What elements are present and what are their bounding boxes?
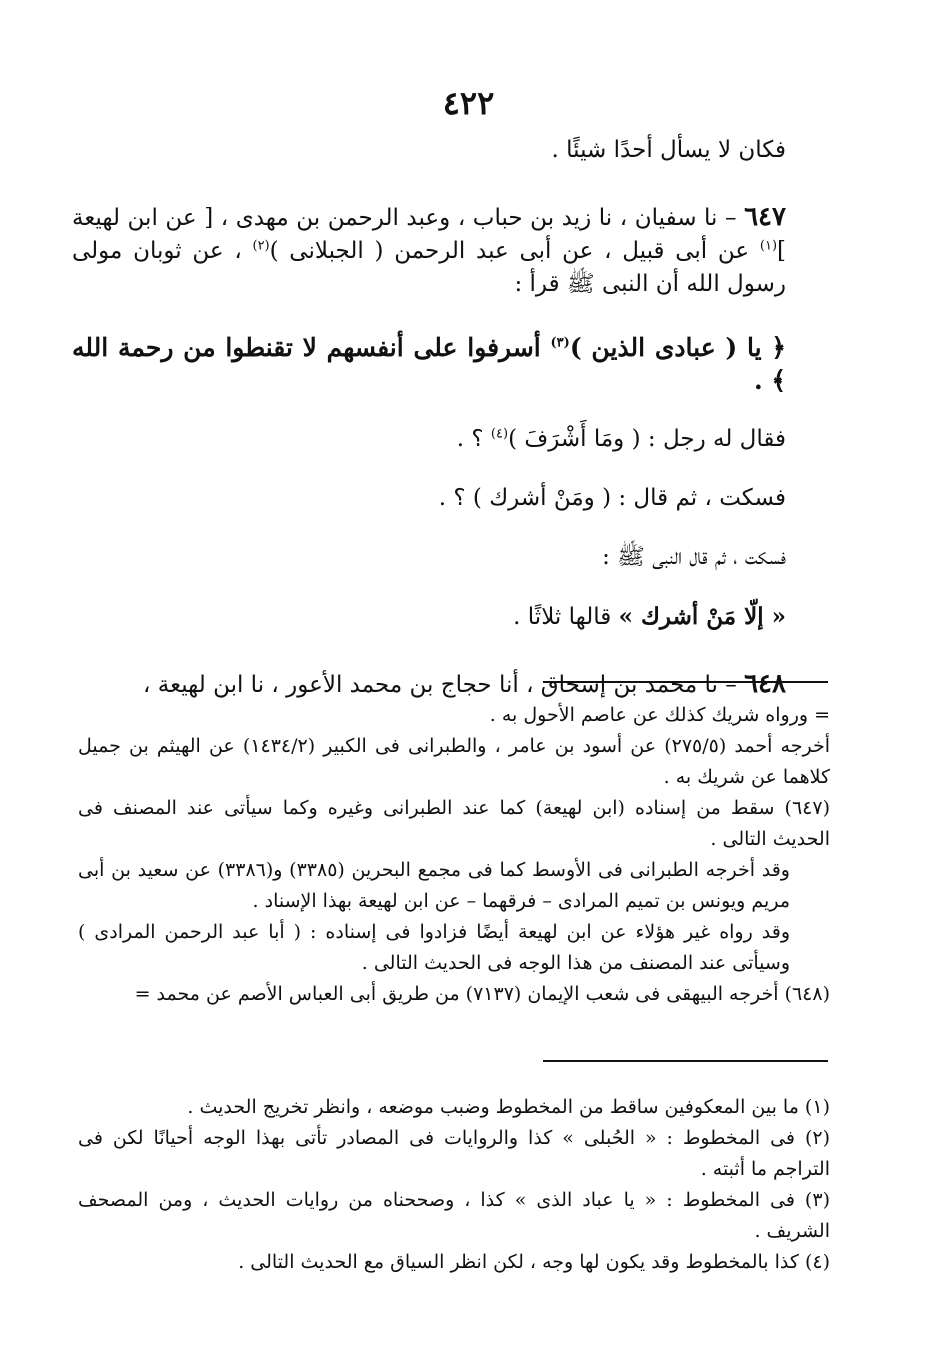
hadith-647: [72, 201, 830, 301]
note-4: وقد رواه غير هؤلاء عن ابن لهيعة أيضًا فزادوا فى إسناده : ( أبا عبد الرحمن المرادى ) وسيأتى عند المصنف من هذا الوجه فى الحديث التالى .: [78, 921, 790, 974]
footnote-ref-1: (١): [759, 238, 778, 254]
hadith-647-text-a: – نا سفيان ، نا زيد بن حباب ، وعبد الرحمن بن مهدى ، [ عن ابن لهيعة ]: [72, 205, 786, 264]
hadith-648: [72, 668, 830, 702]
verse-text-b: أسرفوا على أنفسهم لا تقنطوا من رحمة الله ﴾ .: [72, 333, 786, 395]
note-1: أخرجه أحمد (٢٧٥/٥) عن أسود بن عامر ، والطبرانى فى الكبير (١٤٣٤/٢) عن الهيثم بن جميل كلاهما عن شريك به .: [78, 735, 830, 788]
line4-rest: قالها ثلاثًا .: [513, 604, 619, 630]
footnotes: [78, 1092, 830, 1278]
line1-text-b: ؟ .: [456, 426, 491, 452]
dialogue-line-4: [72, 600, 830, 634]
footnote-ref-3: (٣): [550, 335, 570, 351]
footnote-ref-2: (٢): [252, 238, 270, 254]
main-text: [72, 130, 830, 702]
separator-rule-top: [543, 681, 828, 683]
footnote-2: (٢) فى المخطوط : « الحُبلى » كذا والروايات فى المصادر تأتى بهذا الوجه أحيانًا لكن فى التراجم ما أثبته .: [78, 1127, 830, 1180]
page-number: ٤٢٢: [442, 84, 495, 122]
footnote-1: (١) ما بين المعكوفين ساقط من المخطوط وضبب موضعه ، وانظر تخريج الحديث .: [187, 1096, 830, 1118]
paragraph-intro: فكان لا يسأل أحدًا شيئًا .: [551, 137, 786, 163]
dialogue-line-1: [72, 423, 830, 456]
verse-text-a: ﴿ يا ( عبادى الذين ): [569, 333, 786, 362]
note-5: (٦٤٨) أخرجه البيهقى فى شعب الإيمان (٧١٣٧) من طريق أبى العباس الأصم عن محمد =: [134, 983, 830, 1005]
prophet-saying: « إلّا مَنْ أشرك »: [618, 603, 786, 630]
footnote-3: (٣) فى المخطوط : « يا عباد الذى » كذا ، وصححناه من روايات الحديث ، ومن المصحف الشريف .: [78, 1189, 830, 1242]
footnote-ref-4: (٤): [490, 426, 509, 442]
note-0: = ورواه شريك كذلك عن عاصم الأحول به .: [489, 704, 830, 726]
dialogue-line-3: فسكت ، ثم قال النبى ﷺ :: [602, 544, 786, 570]
note-3: وقد أخرجه الطبرانى فى الأوسط كما فى مجمع البحرين (٣٣٨٥) و(٣٣٨٦) عن سعيد بن أبى مريم ويونس بن تميم المرادى – فرقهما – عن ابن لهيعة بهذا الإسناد .: [78, 859, 790, 912]
footnote-4: (٤) كذا بالمخطوط وقد يكون لها وجه ، لكن انظر السياق مع الحديث التالى .: [238, 1251, 830, 1273]
hadith-number-647: ٦٤٧: [744, 202, 786, 232]
dialogue-line-2: فسكت ، ثم قال : ( ومَنْ أشرك ) ؟ .: [438, 485, 786, 511]
separator-rule-bottom: [543, 1060, 828, 1062]
hadith-647-text-c: ، عن ثوبان مولى رسول الله أن النبى ﷺ قرأ :: [72, 238, 786, 297]
quran-verse: [72, 331, 830, 397]
hadith-648-text: – نا محمد بن إسحاق ، أنا حجاج بن محمد الأعور ، نا ابن لهيعة ،: [143, 672, 745, 698]
line1-text-a: فقال له رجل : ( ومَا أَشْرَفَ ): [508, 426, 786, 452]
hadith-number-648: ٦٤٨: [744, 669, 786, 699]
takhrij-notes: [78, 700, 830, 1010]
hadith-647-text-b: عن أبى قبيل ، عن أبى عبد الرحمن ( الجبلانى ): [269, 238, 760, 264]
note-2: (٦٤٧) سقط من إسناده (ابن لهيعة) كما عند الطبرانى وغيره وكما سيأتى عند المصنف فى الحديث التالى .: [78, 797, 830, 850]
